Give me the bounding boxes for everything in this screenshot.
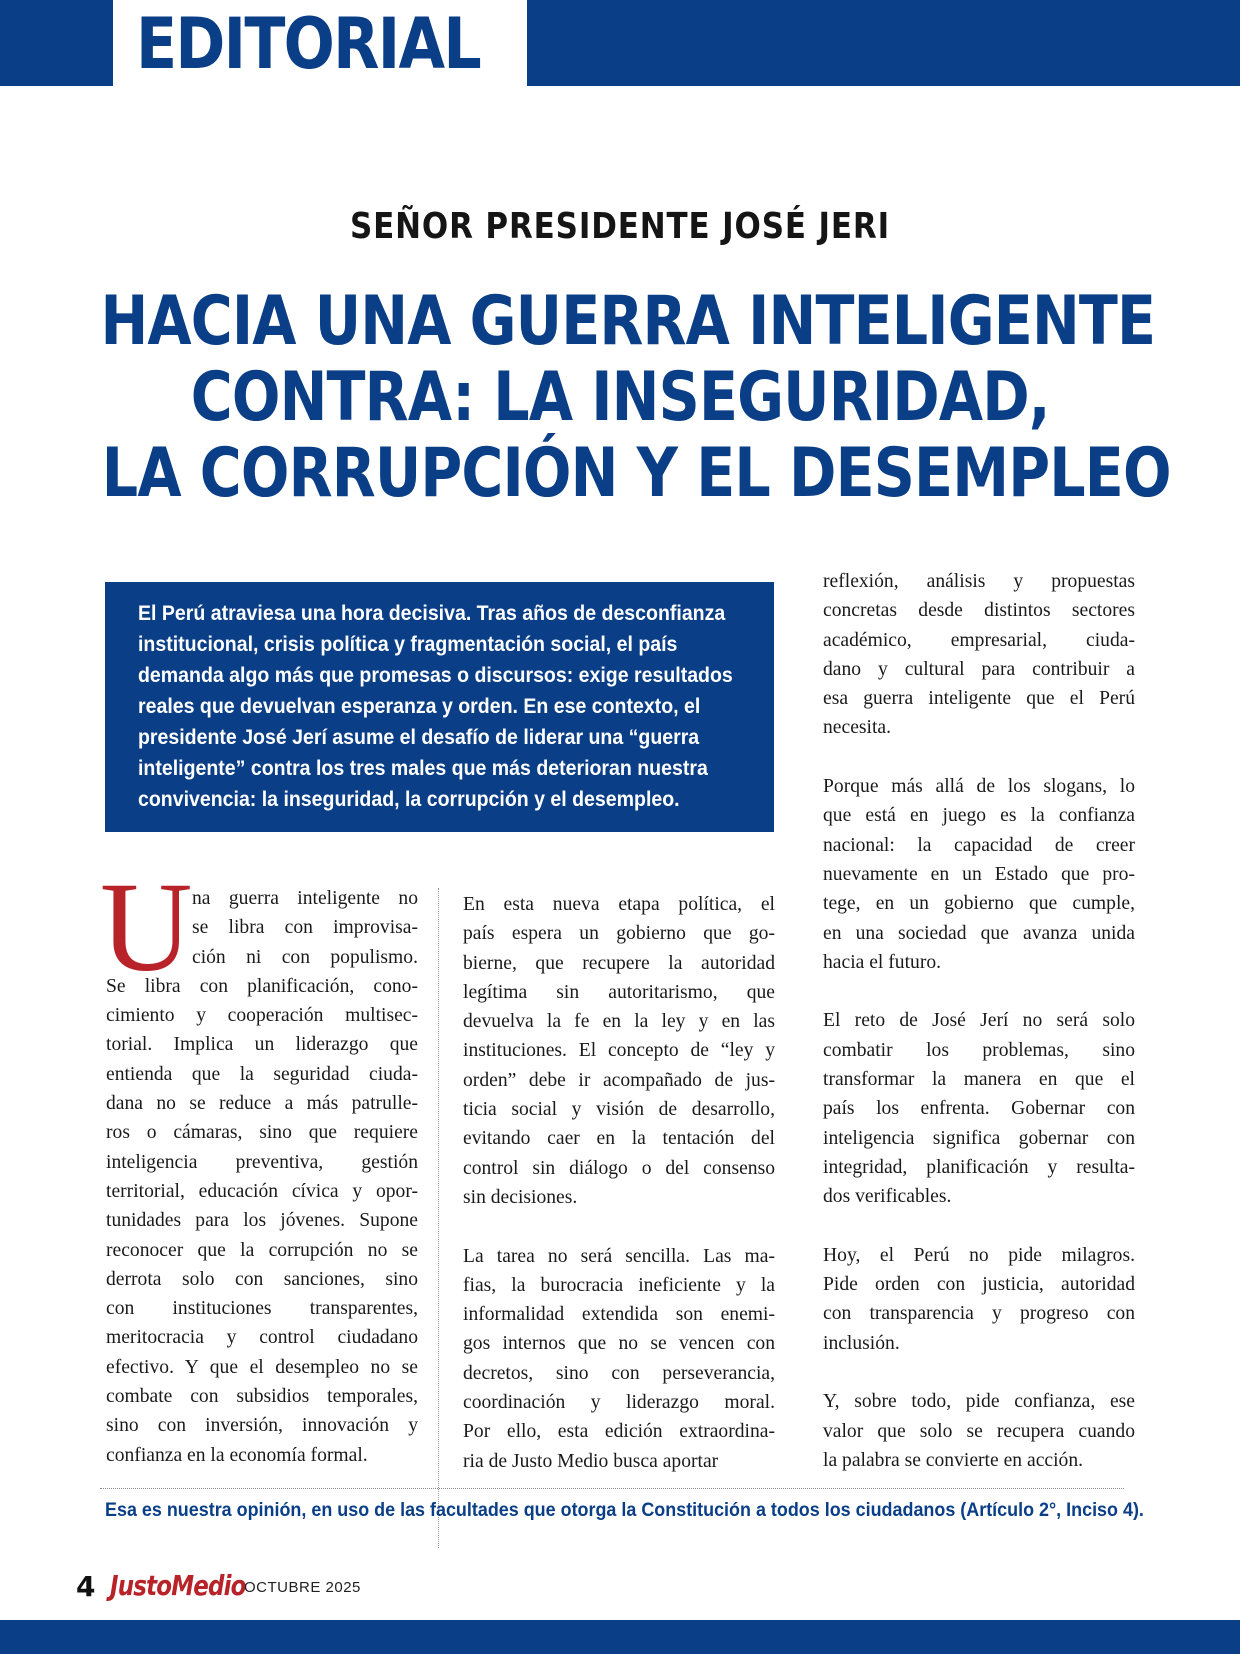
body-line: decretos, sino con perseverancia,: [463, 1362, 775, 1384]
body-line: meritocracia y control ciudadano: [106, 1327, 418, 1349]
body-line: reconocer que la corrupción no se: [106, 1239, 418, 1261]
body-line: nuevamente en un Estado que pro-: [823, 863, 1135, 885]
body-line: nacional: la capacidad de creer: [823, 834, 1135, 856]
body-line: evitando caer en la tentación del: [463, 1128, 775, 1150]
body-line: Pide orden con justicia, autoridad: [823, 1274, 1135, 1296]
column-divider: [438, 888, 439, 1548]
body-line: con transparencia y progreso con: [823, 1303, 1135, 1325]
body-line: ria de Justo Medio busca aportar: [463, 1450, 719, 1472]
body-line: fias, la burocracia ineficiente y la: [463, 1274, 775, 1296]
page-number: 4: [76, 1570, 96, 1603]
body-line: Porque más allá de los slogans, lo: [823, 776, 1135, 798]
body-line: combate con subsidios temporales,: [106, 1386, 418, 1408]
body-line: la palabra se convierte en acción.: [823, 1449, 1084, 1471]
footer-band: [0, 1620, 1240, 1654]
section-title: EDITORIAL: [136, 3, 480, 85]
paragraph-break: [823, 1212, 1135, 1241]
paragraph-break: [823, 1358, 1135, 1387]
lead-line: demanda algo más que promesas o discursos: exige resultados: [138, 664, 733, 687]
body-line: país espera un gobierno que go-: [463, 923, 775, 945]
body-line: país los enfrenta. Gobernar con: [823, 1098, 1135, 1120]
body-line: torial. Implica un liderazgo que: [106, 1034, 418, 1056]
body-line: dos verificables.: [823, 1186, 952, 1208]
headline-line: CONTRA: LA INSEGURIDAD,: [190, 358, 1050, 437]
headline-line: LA CORRUPCIÓN Y EL DESEMPLEO: [101, 434, 1171, 513]
body-line: hacia el futuro.: [823, 951, 942, 973]
body-line: legítima sin autoritarismo, que: [463, 981, 775, 1003]
lead-line: inteligente” contra los tres males que más deterioran nuestra: [138, 757, 708, 780]
body-column-3: [823, 567, 1135, 1475]
body-line: en una sociedad que avanza unida: [823, 922, 1135, 944]
body-line: bierne, que recupere la autoridad: [463, 952, 775, 974]
body-line: efectivo. Y que el desempleo no se: [106, 1356, 418, 1378]
lead-line: El Perú atraviesa una hora decisiva. Tras años de desconfianza: [138, 602, 726, 625]
body-line: sino con inversión, innovación y: [106, 1415, 418, 1437]
body-line: devuelva la fe en la ley y en las: [463, 1011, 775, 1033]
body-line: coordinación y liderazgo moral.: [463, 1392, 775, 1414]
body-line: inteligencia significa gobernar con: [823, 1127, 1135, 1149]
body-line: necesita.: [823, 717, 891, 739]
lead-line: presidente José Jerí asume el desafío de liderar una “guerra: [138, 726, 700, 749]
body-line: concretas desde distintos sectores: [823, 600, 1135, 622]
body-column-1: [106, 884, 418, 1470]
body-line: En esta nueva etapa política, el: [463, 894, 775, 915]
body-line: cimiento y cooperación multisec-: [106, 1005, 418, 1027]
body-line: territorial, educación cívica y opor-: [106, 1180, 418, 1202]
body-line: informalidad extendida son enemi-: [463, 1304, 775, 1326]
body-line: Y, sobre todo, pide confianza, ese: [823, 1391, 1135, 1413]
body-line: orden” debe ir acompañado de jus-: [463, 1069, 775, 1091]
body-line: gos internos que no se vencen con: [463, 1333, 775, 1355]
lead-line: institucional, crisis política y fragmentación social, el país: [138, 633, 678, 656]
body-line: sin decisiones.: [463, 1186, 578, 1208]
body-line: Por ello, esta edición extraordina-: [463, 1421, 775, 1443]
body-line: reflexión, análisis y propuestas: [823, 571, 1135, 592]
lead-paragraph: [138, 598, 778, 815]
body-line: integridad, planificación y resulta-: [823, 1156, 1135, 1178]
paragraph-break: [823, 977, 1135, 1006]
article-headline: [0, 284, 1240, 512]
body-line: que está en juego es la confianza: [823, 805, 1135, 827]
body-line: El reto de José Jerí no será solo: [823, 1010, 1135, 1032]
body-line: esa guerra inteligente que el Perú: [823, 688, 1135, 710]
body-line: transformar la manera en que el: [823, 1069, 1135, 1091]
body-line: instituciones. El concepto de “ley y: [463, 1040, 775, 1062]
body-line: tunidades para los jóvenes. Supone: [106, 1210, 418, 1232]
body-line: combatir los problemas, sino: [823, 1039, 1135, 1061]
body-line: ros o cámaras, sino que requiere: [106, 1122, 418, 1144]
body-line: inteligencia preventiva, gestión: [106, 1151, 418, 1173]
body-line: ción ni con populismo.: [192, 946, 418, 968]
article-kicker: SEÑOR PRESIDENTE JOSÉ JERI: [349, 206, 891, 247]
lead-line: convivencia: la inseguridad, la corrupción y el desempleo.: [138, 788, 680, 811]
body-line: valor que solo se recupera cuando: [823, 1420, 1135, 1442]
paragraph-break: [463, 1212, 775, 1241]
drop-cap: U: [100, 856, 193, 998]
body-line: ticia social y visión de desarrollo,: [463, 1099, 775, 1121]
body-line: dana no se reduce a más patrulle-: [106, 1093, 418, 1115]
body-line: dano y cultural para contribuir a: [823, 658, 1135, 680]
publication-logo: JustoMedio: [110, 1569, 246, 1602]
body-line: Hoy, el Perú no pide milagros.: [823, 1244, 1135, 1266]
lead-line: reales que devuelvan esperanza y orden. En ese contexto, el: [138, 695, 701, 718]
body-line: confianza en la economía formal.: [106, 1444, 368, 1466]
body-line: control sin diálogo o del consenso: [463, 1157, 775, 1179]
body-line: Se libra con planificación, cono-: [106, 975, 418, 997]
body-line: se libra con improvisa-: [192, 917, 418, 939]
body-line: derrota solo con sanciones, sino: [106, 1268, 418, 1290]
body-column-2: [463, 890, 775, 1476]
body-line: académico, empresarial, ciuda-: [823, 629, 1135, 651]
body-line: inclusión.: [823, 1332, 900, 1354]
body-line: na guerra inteligente no: [192, 888, 418, 909]
body-line: entienda que la seguridad ciuda-: [106, 1063, 418, 1085]
body-line: con instituciones transparentes,: [106, 1298, 418, 1320]
closing-note: Esa es nuestra opinión, en uso de las facultades que otorga la Constitución a todos los ciudadanos (Artículo 2°, Inciso 4).: [105, 1499, 1144, 1521]
issue-date: OCTUBRE 2025: [244, 1579, 361, 1596]
body-line: tege, en un gobierno que cumple,: [823, 893, 1135, 915]
paragraph-break: [823, 743, 1135, 772]
closing-divider: [100, 1488, 1124, 1489]
headline-line: HACIA UNA GUERRA INTELIGENTE: [100, 282, 1156, 361]
body-line: La tarea no será sencilla. Las ma-: [463, 1245, 775, 1267]
